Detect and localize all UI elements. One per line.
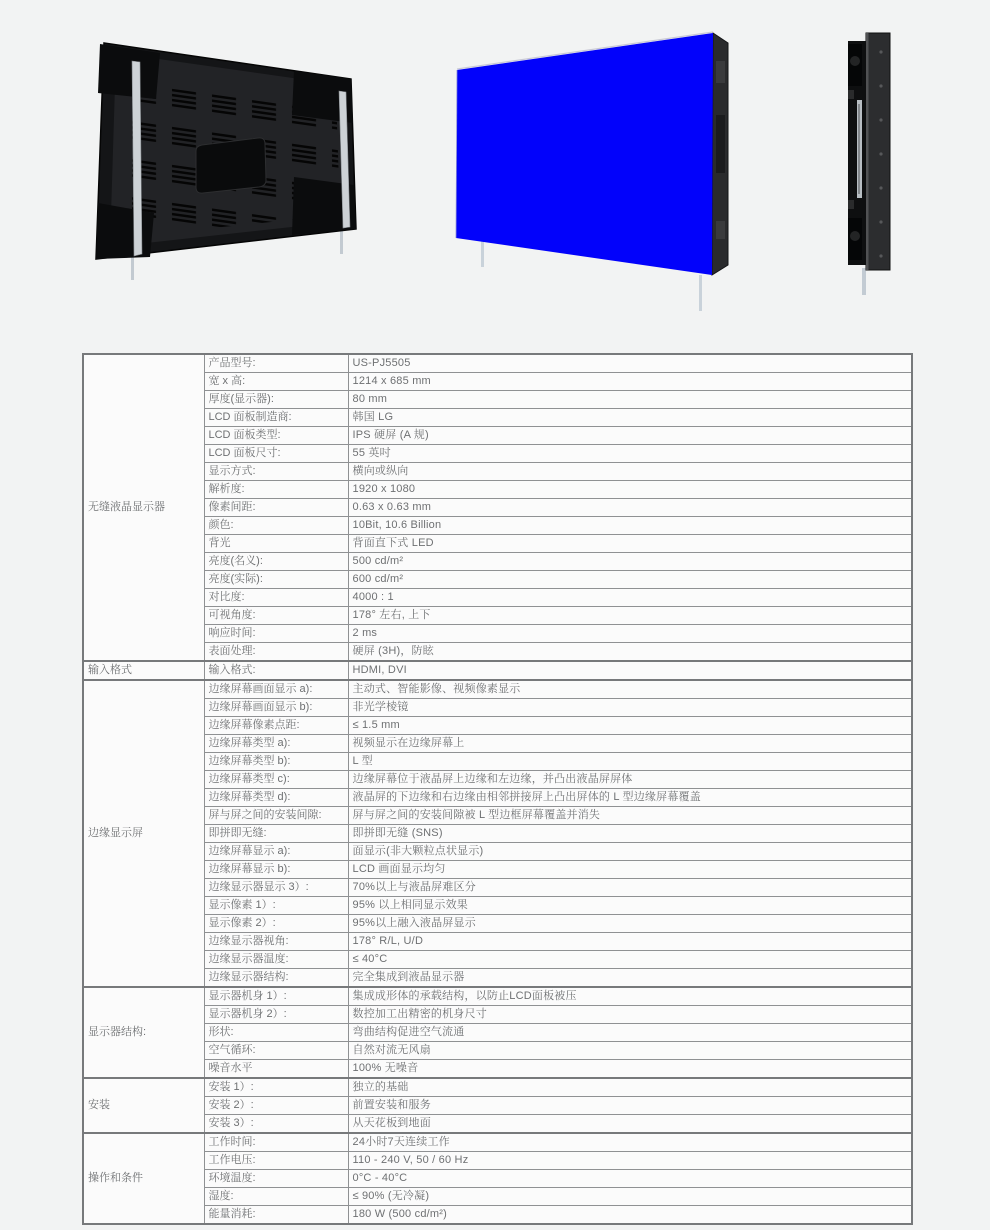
attribute-label-cell: LCD 面板尺寸: [204, 445, 348, 463]
category-cell: 输入格式 [83, 661, 204, 680]
spec-row [83, 463, 912, 481]
attribute-value-cell: 完全集成到液晶显示器 [348, 969, 912, 988]
attribute-value-cell: 100% 无噪音 [348, 1060, 912, 1079]
spec-row [83, 879, 912, 897]
specification-table-container [82, 353, 913, 1225]
spec-row [83, 643, 912, 662]
spec-row [83, 535, 912, 553]
side-view-image [840, 28, 900, 296]
spec-row [83, 969, 912, 988]
spec-row [83, 481, 912, 499]
spec-row [83, 1115, 912, 1134]
spec-row [83, 843, 912, 861]
attribute-value-cell: 即拼即无缝 (SNS) [348, 825, 912, 843]
attribute-label-cell: 像素间距: [204, 499, 348, 517]
attribute-value-cell: 178° 左右, 上下 [348, 607, 912, 625]
spec-row [83, 625, 912, 643]
spec-row [83, 807, 912, 825]
attribute-value-cell: 韩国 LG [348, 409, 912, 427]
attribute-value-cell: 面显示(非大颗粒点状显示) [348, 843, 912, 861]
attribute-value-cell: 110 - 240 V, 50 / 60 Hz [348, 1152, 912, 1170]
attribute-value-cell: 主动式、智能影像、视频像素显示 [348, 680, 912, 699]
spec-row [83, 1206, 912, 1225]
spec-row [83, 499, 912, 517]
spec-row [83, 1133, 912, 1152]
attribute-label-cell: 输入格式: [204, 661, 348, 680]
attribute-value-cell: 液晶屏的下边缘和右边缘由相邻拼接屏上凸出屏体的 L 型边缘屏幕覆盖 [348, 789, 912, 807]
spec-row [83, 1060, 912, 1079]
spec-row [83, 825, 912, 843]
attribute-value-cell: 180 W (500 cd/m²) [348, 1206, 912, 1225]
attribute-value-cell: 2 ms [348, 625, 912, 643]
attribute-value-cell: 178° R/L, U/D [348, 933, 912, 951]
attribute-value-cell: 硬屏 (3H)，防眩 [348, 643, 912, 662]
attribute-value-cell: 95%以上融入液晶屏显示 [348, 915, 912, 933]
attribute-value-cell: 弯曲结构促进空气流通 [348, 1024, 912, 1042]
attribute-label-cell: 形状: [204, 1024, 348, 1042]
category-cell: 边缘显示屏 [83, 680, 204, 987]
attribute-value-cell: 背面直下式 LED [348, 535, 912, 553]
attribute-value-cell: 4000 : 1 [348, 589, 912, 607]
spec-table [82, 353, 913, 1225]
attribute-value-cell: L 型 [348, 753, 912, 771]
spec-row [83, 915, 912, 933]
attribute-value-cell: ≤ 90% (无冷凝) [348, 1188, 912, 1206]
spec-row [83, 661, 912, 680]
attribute-value-cell: 1920 x 1080 [348, 481, 912, 499]
attribute-label-cell: 边缘屏幕画面显示 b): [204, 699, 348, 717]
spec-row [83, 409, 912, 427]
attribute-label-cell: 工作电压: [204, 1152, 348, 1170]
category-cell: 安装 [83, 1078, 204, 1133]
attribute-label-cell: 宽 x 高: [204, 373, 348, 391]
spec-row [83, 1170, 912, 1188]
attribute-value-cell: 24小时7天连续工作 [348, 1133, 912, 1152]
category-cell: 无缝液晶显示器 [83, 354, 204, 661]
attribute-value-cell: 集成成形体的承载结构，以防止LCD面板被压 [348, 987, 912, 1006]
spec-row [83, 789, 912, 807]
attribute-value-cell: IPS 硬屏 (A 规) [348, 427, 912, 445]
spec-row [83, 1024, 912, 1042]
attribute-value-cell: 0°C - 40°C [348, 1170, 912, 1188]
front-view-image [450, 25, 735, 315]
attribute-label-cell: 边缘屏幕类型 d): [204, 789, 348, 807]
attribute-value-cell: ≤ 1.5 mm [348, 717, 912, 735]
attribute-label-cell: 颜色: [204, 517, 348, 535]
attribute-value-cell: LCD 画面显示均匀 [348, 861, 912, 879]
spec-row [83, 753, 912, 771]
attribute-value-cell: 80 mm [348, 391, 912, 409]
attribute-label-cell: 工作时间: [204, 1133, 348, 1152]
spec-row [83, 589, 912, 607]
spec-row [83, 1006, 912, 1024]
attribute-label-cell: 显示器机身 2）: [204, 1006, 348, 1024]
spec-row [83, 427, 912, 445]
attribute-value-cell: HDMI, DVI [348, 661, 912, 680]
spec-row [83, 571, 912, 589]
attribute-value-cell: 从天花板到地面 [348, 1115, 912, 1134]
attribute-label-cell: 安装 2）: [204, 1097, 348, 1115]
attribute-value-cell: 前置安装和服务 [348, 1097, 912, 1115]
spec-row [83, 717, 912, 735]
attribute-label-cell: 对比度: [204, 589, 348, 607]
attribute-value-cell: 70%以上与液晶屏难区分 [348, 879, 912, 897]
attribute-label-cell: 安装 1）: [204, 1078, 348, 1097]
attribute-value-cell: 独立的基础 [348, 1078, 912, 1097]
attribute-value-cell: US-PJ5505 [348, 354, 912, 373]
attribute-value-cell: 数控加工出精密的机身尺寸 [348, 1006, 912, 1024]
spec-row [83, 553, 912, 571]
attribute-label-cell: 边缘显示器显示 3）: [204, 879, 348, 897]
rear-view-image [88, 35, 368, 290]
spec-row [83, 771, 912, 789]
category-cell: 显示器结构: [83, 987, 204, 1078]
spec-row [83, 1042, 912, 1060]
attribute-label-cell: 可视角度: [204, 607, 348, 625]
category-cell: 操作和条件 [83, 1133, 204, 1224]
attribute-label-cell: 边缘屏幕类型 b): [204, 753, 348, 771]
attribute-value-cell: 500 cd/m² [348, 553, 912, 571]
attribute-value-cell: 1214 x 685 mm [348, 373, 912, 391]
attribute-value-cell: 0.63 x 0.63 mm [348, 499, 912, 517]
spec-row [83, 699, 912, 717]
attribute-value-cell: 非光学棱镜 [348, 699, 912, 717]
spec-row [83, 517, 912, 535]
attribute-label-cell: 边缘显示器结构: [204, 969, 348, 988]
spec-row [83, 987, 912, 1006]
attribute-label-cell: 显示像素 2）: [204, 915, 348, 933]
spec-row [83, 897, 912, 915]
attribute-label-cell: 能量消耗: [204, 1206, 348, 1225]
attribute-value-cell: 横向或纵向 [348, 463, 912, 481]
spec-row [83, 391, 912, 409]
spec-row [83, 861, 912, 879]
attribute-label-cell: LCD 面板类型: [204, 427, 348, 445]
attribute-label-cell: 噪音水平 [204, 1060, 348, 1079]
spec-table-body [83, 354, 912, 1224]
attribute-value-cell: 屏与屏之间的安装间隙被 L 型边框屏幕覆盖并消失 [348, 807, 912, 825]
attribute-label-cell: 边缘屏幕显示 b): [204, 861, 348, 879]
attribute-label-cell: 表面处理: [204, 643, 348, 662]
attribute-label-cell: 边缘屏幕类型 c): [204, 771, 348, 789]
spec-row [83, 933, 912, 951]
attribute-label-cell: 响应时间: [204, 625, 348, 643]
attribute-label-cell: 厚度(显示器): [204, 391, 348, 409]
spec-row [83, 1078, 912, 1097]
spec-row [83, 680, 912, 699]
attribute-value-cell: 视频显示在边缘屏幕上 [348, 735, 912, 753]
attribute-label-cell: 解析度: [204, 481, 348, 499]
attribute-label-cell: 背光 [204, 535, 348, 553]
attribute-label-cell: LCD 面板制造商: [204, 409, 348, 427]
spec-row [83, 1097, 912, 1115]
attribute-value-cell: 边缘屏幕位于液晶屏上边缘和左边缘，并凸出液晶屏屏体 [348, 771, 912, 789]
attribute-label-cell: 边缘屏幕画面显示 a): [204, 680, 348, 699]
attribute-label-cell: 边缘屏幕显示 a): [204, 843, 348, 861]
spec-row [83, 1152, 912, 1170]
attribute-label-cell: 边缘屏幕像素点距: [204, 717, 348, 735]
attribute-label-cell: 显示像素 1）: [204, 897, 348, 915]
attribute-value-cell: 600 cd/m² [348, 571, 912, 589]
attribute-label-cell: 屏与屏之间的安装间隙: [204, 807, 348, 825]
attribute-label-cell: 边缘显示器视角: [204, 933, 348, 951]
spec-row [83, 735, 912, 753]
spec-row [83, 951, 912, 969]
attribute-value-cell: 55 英吋 [348, 445, 912, 463]
attribute-label-cell: 边缘显示器温度: [204, 951, 348, 969]
attribute-label-cell: 亮度(名义): [204, 553, 348, 571]
product-images [0, 0, 990, 330]
attribute-label-cell: 显示器机身 1）: [204, 987, 348, 1006]
attribute-label-cell: 环境温度: [204, 1170, 348, 1188]
attribute-label-cell: 边缘屏幕类型 a): [204, 735, 348, 753]
attribute-value-cell: 自然对流无风扇 [348, 1042, 912, 1060]
spec-row [83, 354, 912, 373]
attribute-label-cell: 显示方式: [204, 463, 348, 481]
attribute-value-cell: 95% 以上相同显示效果 [348, 897, 912, 915]
attribute-label-cell: 亮度(实际): [204, 571, 348, 589]
spec-row [83, 1188, 912, 1206]
attribute-label-cell: 即拼即无缝: [204, 825, 348, 843]
spec-row [83, 373, 912, 391]
attribute-value-cell: ≤ 40°C [348, 951, 912, 969]
attribute-label-cell: 产品型号: [204, 354, 348, 373]
spec-row [83, 607, 912, 625]
spec-row [83, 445, 912, 463]
attribute-label-cell: 安装 3）: [204, 1115, 348, 1134]
attribute-value-cell: 10Bit, 10.6 Billion [348, 517, 912, 535]
attribute-label-cell: 湿度: [204, 1188, 348, 1206]
attribute-label-cell: 空气循环: [204, 1042, 348, 1060]
